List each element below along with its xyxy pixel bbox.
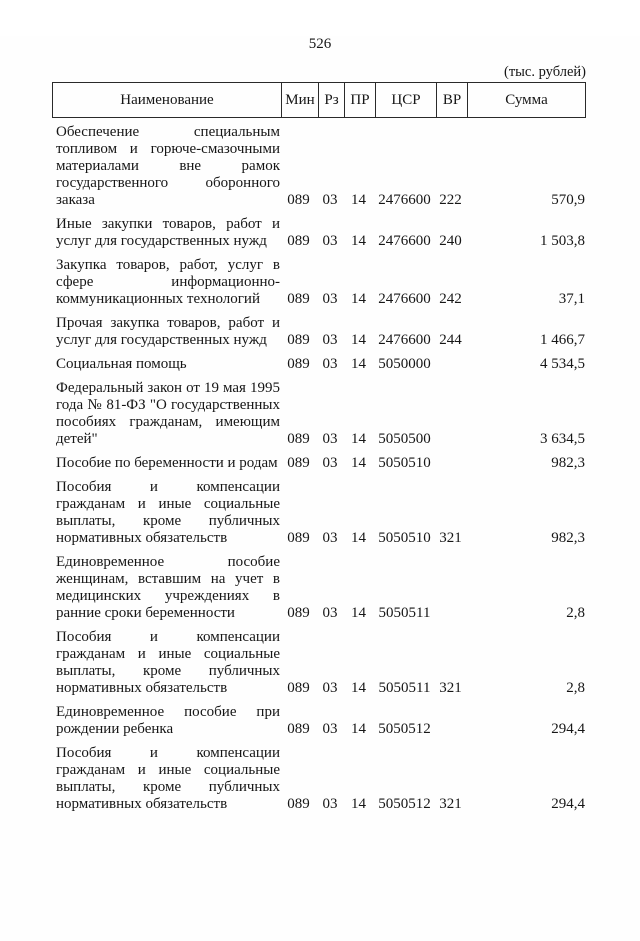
row-min-code: 089 [287,192,310,208]
row-vr-code: 240 [439,233,462,249]
row-rz-code: 03 [322,721,338,737]
row-vr-code: 321 [439,680,462,696]
table-row [52,704,586,738]
document-page [0,36,640,941]
row-sum: 294,4 [551,721,585,737]
column-header-sum: Сумма [467,83,585,117]
row-csr-code: 2476600 [378,291,431,307]
row-min-code: 089 [287,796,310,812]
table-row [52,124,586,209]
row-csr-code: 2476600 [378,233,431,249]
row-min-code: 089 [287,605,310,621]
row-csr-code: 5050511 [378,605,431,621]
row-vr-code: 244 [439,332,462,348]
row-min-code: 089 [287,233,310,249]
row-rz-code: 03 [322,332,338,348]
row-min-code: 089 [287,356,310,372]
row-sum: 982,3 [551,455,585,471]
row-name: Закупка товаров, работ, услуг в сфере информационно-коммуникационных технологий [56,257,280,307]
column-header-pr: ПР [344,83,375,117]
column-header-rz: Рз [318,83,344,117]
row-csr-code: 5050500 [378,431,431,447]
row-name: Пособие по беременности и родам [56,455,278,471]
row-rz-code: 03 [322,291,338,307]
row-pr-code: 14 [351,721,366,737]
table-header-row [52,82,586,118]
row-min-code: 089 [287,431,310,447]
table-body [52,118,586,813]
row-min-code: 089 [287,455,310,471]
row-csr-code: 5050510 [378,530,431,546]
row-pr-code: 14 [351,605,366,621]
row-name: Пособия и компенсации гражданам и иные социальные выплаты, кроме публичных нормативных обязательств [56,629,280,696]
table-row [52,479,586,547]
row-vr-code: 321 [439,796,462,812]
table-row [52,257,586,308]
row-rz-code: 03 [322,356,338,372]
row-sum: 294,4 [551,796,585,812]
row-rz-code: 03 [322,192,338,208]
page-number: 526 [308,36,332,52]
row-min-code: 089 [287,721,310,737]
row-name: Прочая закупка товаров, работ и услуг для государственных нужд [56,315,280,348]
table-row [52,315,586,349]
row-pr-code: 14 [351,530,366,546]
row-pr-code: 14 [351,356,366,372]
row-rz-code: 03 [322,530,338,546]
row-name: Пособия и компенсации гражданам и иные социальные выплаты, кроме публичных нормативных обязательств [56,479,280,546]
table-row [52,745,586,813]
row-csr-code: 5050512 [378,796,431,812]
column-header-vr: ВР [436,83,467,117]
units-note: (тыс. рублей) [504,64,586,80]
row-rz-code: 03 [322,680,338,696]
row-pr-code: 14 [351,796,366,812]
row-min-code: 089 [287,291,310,307]
row-rz-code: 03 [322,796,338,812]
row-rz-code: 03 [322,455,338,471]
row-vr-code: 242 [439,291,462,307]
row-sum: 982,3 [551,530,585,546]
row-csr-code: 5050511 [378,680,431,696]
row-pr-code: 14 [351,291,366,307]
row-pr-code: 14 [351,680,366,696]
row-sum: 2,8 [566,680,585,696]
row-sum: 37,1 [558,291,585,307]
row-sum: 570,9 [551,192,585,208]
row-vr-code: 222 [439,192,462,208]
table-row [52,629,586,697]
table-row [52,455,586,472]
row-sum: 4 534,5 [540,356,585,372]
row-name: Пособия и компенсации гражданам и иные социальные выплаты, кроме публичных нормативных обязательств [56,745,280,812]
row-name: Единовременное пособие при рождении ребенка [56,704,280,737]
row-rz-code: 03 [322,605,338,621]
table-row [52,216,586,250]
row-sum: 1 466,7 [540,332,585,348]
table-row [52,380,586,448]
budget-table [52,82,586,813]
row-min-code: 089 [287,680,310,696]
row-rz-code: 03 [322,233,338,249]
row-vr-code: 321 [439,530,462,546]
row-sum: 1 503,8 [540,233,585,249]
row-csr-code: 5050000 [378,356,431,372]
row-min-code: 089 [287,332,310,348]
row-name: Единовременное пособие женщинам, вставшим на учет в медицинских учреждениях в ранние сроки беременности [56,554,280,621]
column-header-name: Наименование [120,91,214,108]
row-sum: 3 634,5 [540,431,585,447]
column-header-min: Мин [281,83,318,117]
table-row [52,554,586,622]
row-name: Федеральный закон от 19 мая 1995 года № 81-ФЗ "О государственных пособиях гражданам, имеющим детей" [56,380,280,447]
row-pr-code: 14 [351,192,366,208]
row-name: Социальная помощь [56,356,187,372]
row-pr-code: 14 [351,455,366,471]
row-pr-code: 14 [351,233,366,249]
row-csr-code: 2476600 [378,192,431,208]
row-csr-code: 2476600 [378,332,431,348]
row-min-code: 089 [287,530,310,546]
row-sum: 2,8 [566,605,585,621]
row-name: Обеспечение специальным топливом и горюче-смазочными материалами вне рамок государственного оборонного заказа [56,124,280,208]
row-csr-code: 5050510 [378,455,431,471]
row-name: Иные закупки товаров, работ и услуг для государственных нужд [56,216,280,249]
row-pr-code: 14 [351,431,366,447]
column-header-csr: ЦСР [375,83,436,117]
row-rz-code: 03 [322,431,338,447]
row-pr-code: 14 [351,332,366,348]
row-csr-code: 5050512 [378,721,431,737]
table-row [52,356,586,373]
